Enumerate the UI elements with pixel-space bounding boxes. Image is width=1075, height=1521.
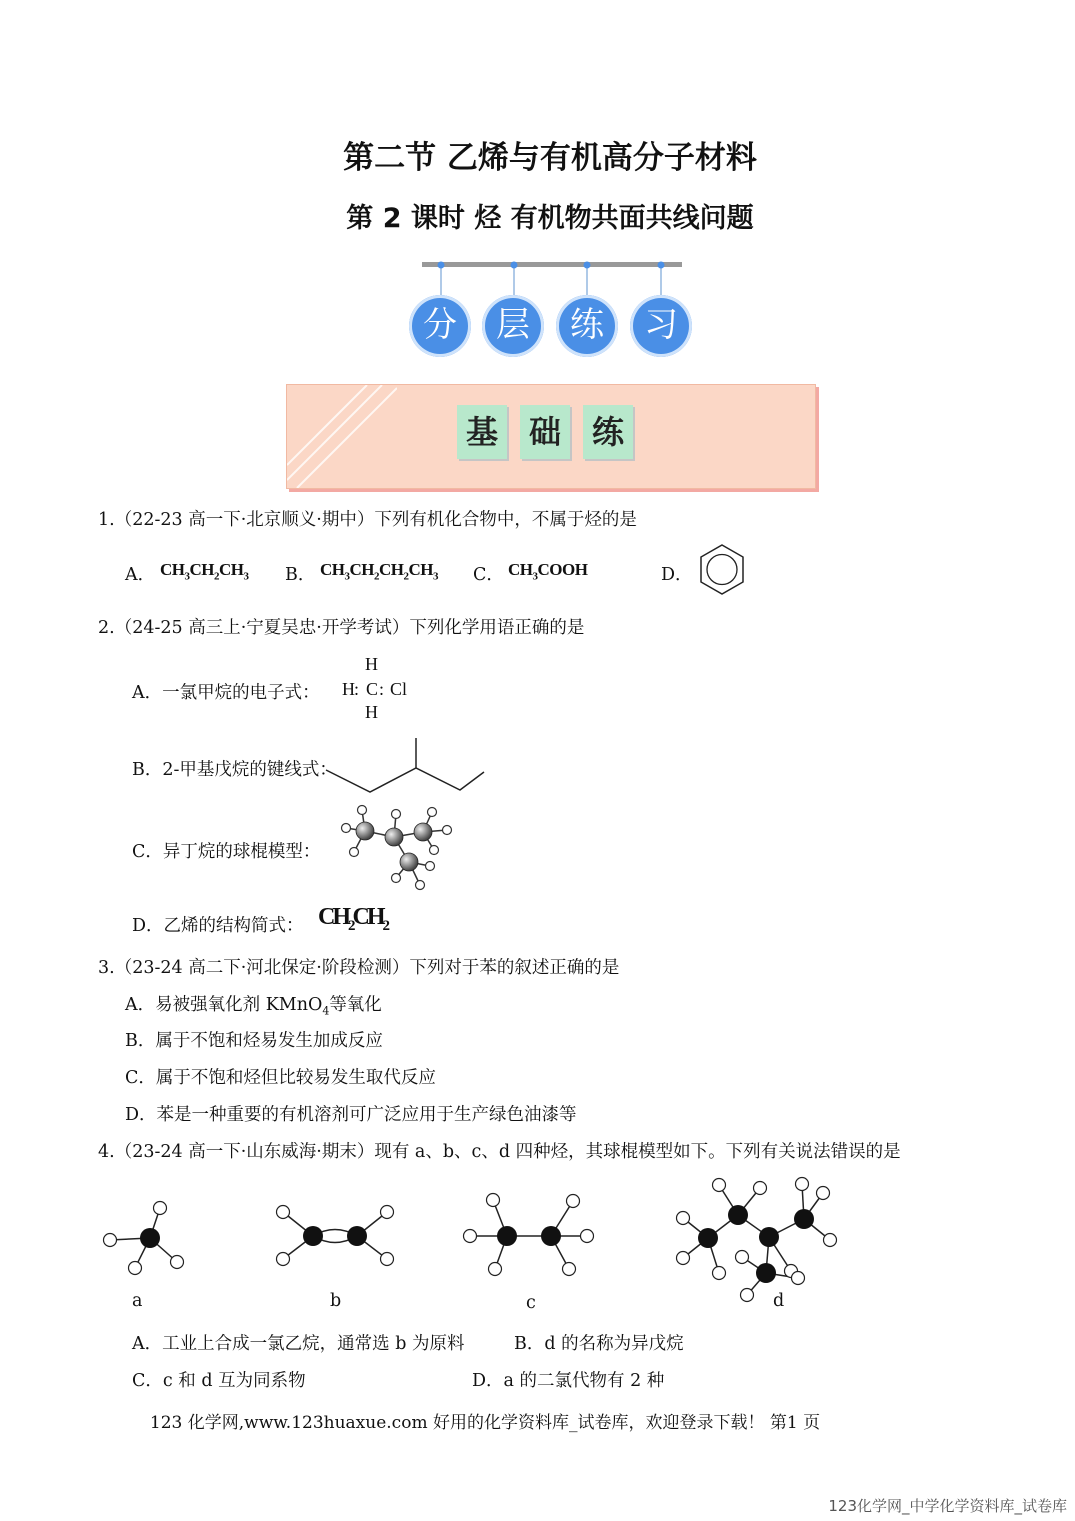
question-2-stem: 2.（24-25 高三上·宁夏吴忠·开学考试）下列化学用语正确的是 [98,618,585,638]
q2-option-b: B．2-甲基戊烷的键线式： [132,760,337,780]
lewis-structure [340,654,420,724]
badge-char: 分 [409,295,471,357]
q1-option-a-formula: $CH_3CH_2CH_3$ [160,560,249,583]
q2-option-d: D．乙烯的结构简式： [132,916,304,936]
section-banner [286,384,816,489]
q1-option-b-formula: $CH_3CH_2CH_2CH_3$ [320,560,438,583]
lewis-h-left: H [342,679,355,699]
q4-option-d: D．a 的二氯代物有 2 种 [472,1371,665,1391]
skeletal-formula-2-methylpentane [322,736,490,796]
model-label-a: a [132,1291,143,1311]
q1-option-a-label: A． [125,565,156,585]
q1-option-c-formula: $CH_3COOH$ [508,560,588,583]
q3-option-a-text: A．易被强氧化剂 KMnO [125,995,323,1015]
banner-stripes [287,385,397,488]
q4-option-c: C．c 和 d 互为同系物 [132,1371,306,1391]
watermark: 123化学网_中学化学资料库_试卷库 [828,1497,1067,1515]
question-1-stem: 1.（22-23 高一下·北京顺义·期中）下列有机化合物中，不属于烃的是 [98,510,637,530]
q3-option-a-tail: 等氧化 [329,995,382,1015]
lewis-dots: : [379,679,385,699]
lewis-dots: : [354,679,360,699]
banner-char: 练 [583,405,633,459]
page-title: 第二节 乙烯与有机高分子材料 [343,140,757,176]
page-subtitle: 第 2 课时 烃 有机物共面共线问题 [346,203,754,234]
q2-option-c: C．异丁烷的球棍模型： [132,842,321,862]
q3-option-d: D．苯是一种重要的有机溶剂可广泛应用于生产绿色油漆等 [125,1105,577,1125]
model-label-c: c [526,1293,536,1313]
isobutane-ball-stick-model [332,800,462,892]
question-3-stem: 3.（23-24 高二下·河北保定·阶段检测）下列对于苯的叙述正确的是 [98,958,620,978]
badge-char: 层 [482,295,544,357]
model-label-b: b [330,1291,342,1311]
badge-char: 练 [556,295,618,357]
q4-option-b: B．d 的名称为异戊烷 [514,1334,684,1354]
banner-char: 础 [520,405,570,459]
lewis-h-top: H [365,654,378,674]
question-4-stem: 4.（23-24 高一下·山东威海·期末）现有 a、b、c、d 四种烃，其球棍模型如下。下列有关说法错误的是 [98,1142,901,1162]
lewis-c: C [366,679,379,699]
q1-option-c-label: C． [473,565,504,585]
badge-char: 习 [630,295,692,357]
q3-option-a-sub: 4 [322,1004,330,1018]
q1-option-b-label: B． [285,565,316,585]
q4-ball-stick-models [95,1175,855,1320]
lewis-h-bottom: H [365,702,378,722]
q3-option-b: B．属于不饱和烃易发生加成反应 [125,1031,383,1051]
page-footer: 123 化学网,www.123huaxue.com 好用的化学资料库_试卷库，欢迎登录下载！ 第1 页 [149,1413,821,1433]
ethylene-formula: $CH_2CH_2$ [318,904,387,934]
q2-option-a: A．一氯甲烷的电子式： [132,683,320,703]
lewis-cl: Cl [390,679,408,699]
q4-option-a: A．工业上合成一氯乙烷，通常选 b 为原料 [132,1334,465,1354]
benzene-ring-icon [696,542,748,598]
q3-option-c: C．属于不饱和烃但比较易发生取代反应 [125,1068,436,1088]
banner-char: 基 [457,405,507,459]
model-label-d: d [773,1291,785,1311]
q3-option-a [125,991,382,1018]
q1-option-d-label: D． [661,565,693,585]
